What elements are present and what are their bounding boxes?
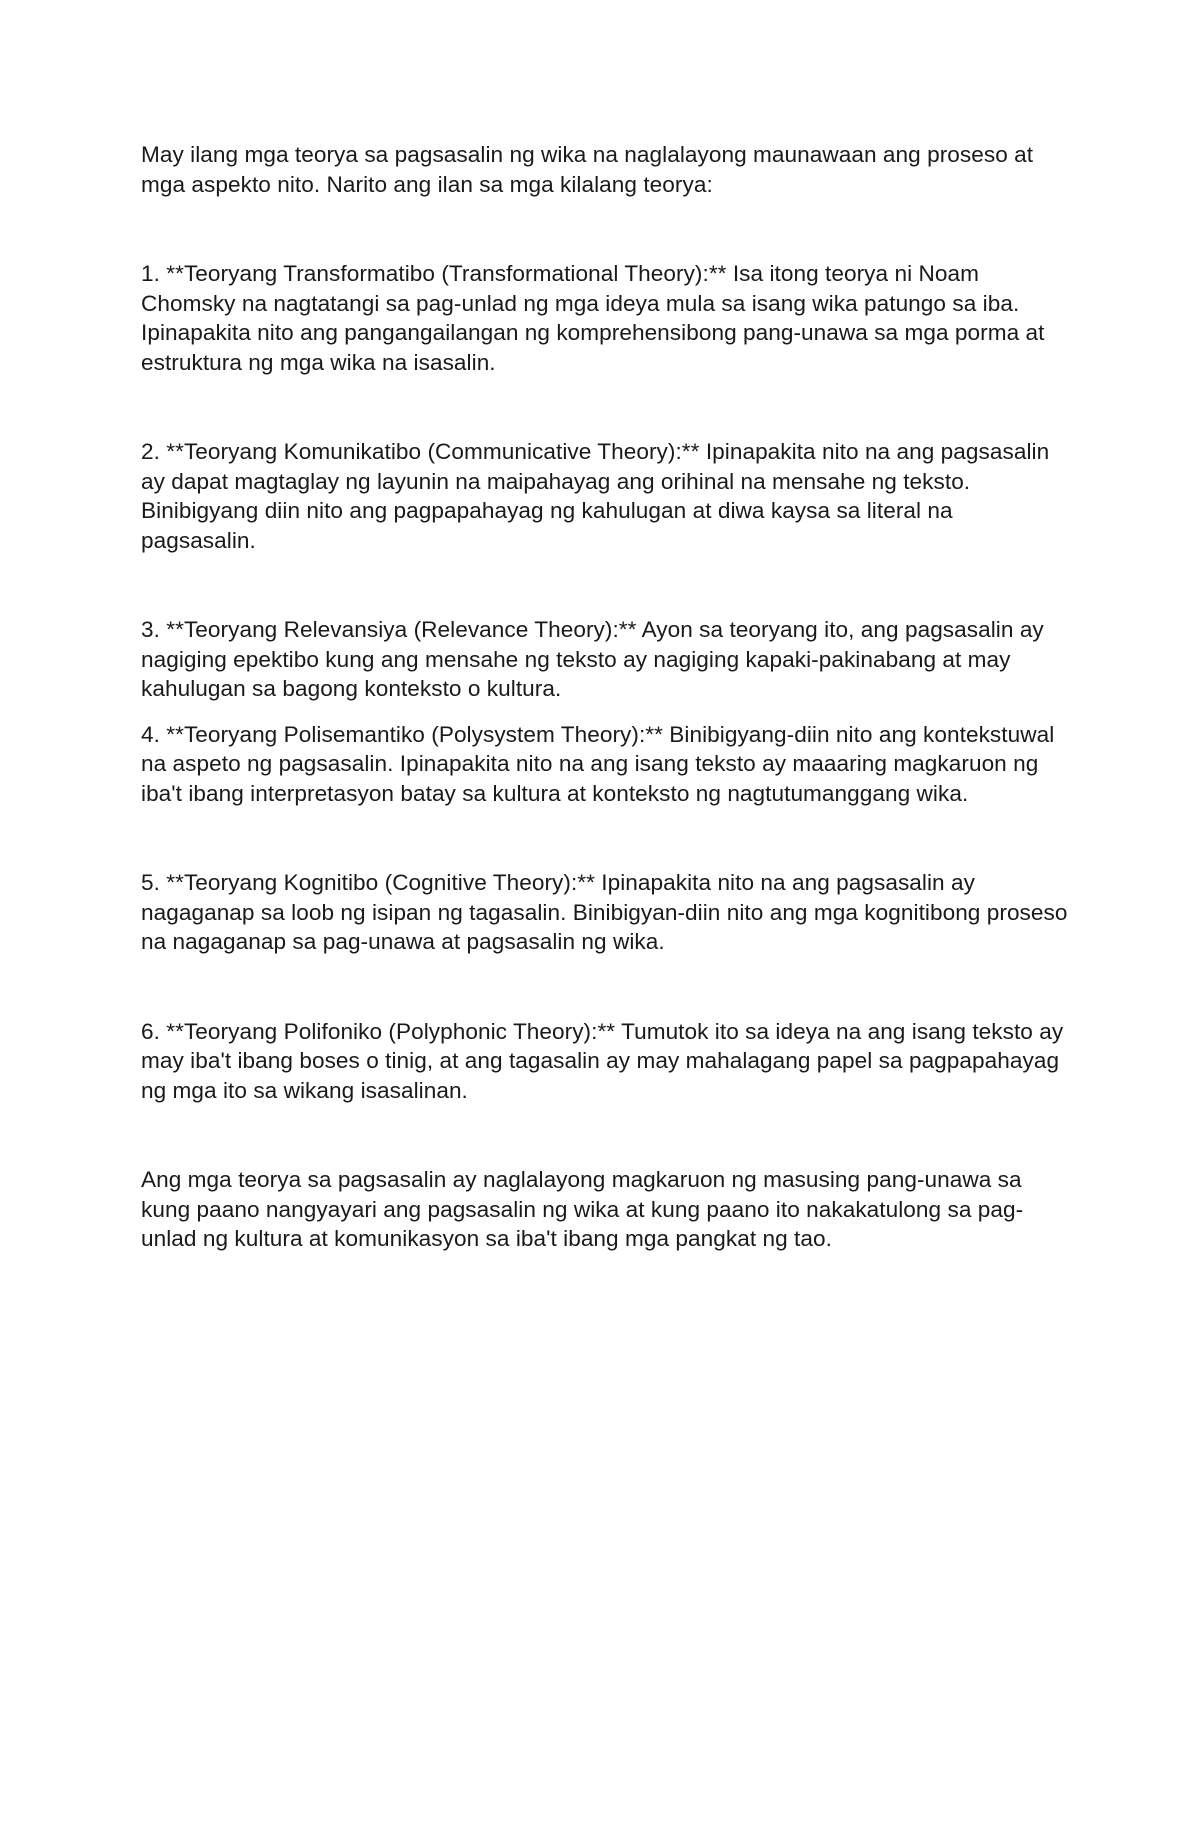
document-body bbox=[141, 140, 1071, 1254]
conclusion-paragraph: Ang mga teorya sa pagsasalin ay naglalayong magkaruon ng masusing pang-unawa sa kung paano nangyayari ang pagsasalin ng wika at kung paano ito nakakatulong sa pag-unlad ng kultura at komunikasyon sa iba't ibang mga pangkat ng tao. bbox=[141, 1167, 1024, 1251]
theory-item-communicative: 2. **Teoryang Komunikatibo (Communicative Theory):** Ipinapakita nito na ang pagsasalin ay dapat magtaglay ng layunin na maipahayag ang orihinal na mensahe ng teksto. Binibigyang diin nito ang pagpapahayag ng kahulugan at diwa kaysa sa literal na pagsasalin. bbox=[141, 439, 1050, 553]
theory-item-polyphonic: 6. **Teoryang Polifoniko (Polyphonic Theory):** Tumutok ito sa ideya na ang isang teksto ay may iba't ibang boses o tinig, at ang tagasalin ay may mahalagang papel sa pagpapahayag ng mga ito sa wikang isasalinan. bbox=[141, 1018, 1064, 1103]
theory-item-cognitive: 5. **Teoryang Kognitibo (Cognitive Theory):** Ipinapakita nito na ang pagsasalin ay nagaganap sa loob ng isipan ng tagasalin. Binibigyan-diin nito ang mga kognitibong proseso na nagaganap sa pag-unawa at pagsasalin ng wika. bbox=[141, 870, 1068, 954]
theory-item-polysystem: 4. **Teoryang Polisemantiko (Polysystem Theory):** Binibigyang-diin nito ang kontekstuwal na aspeto ng pagsasalin. Ipinapakita nito na ang isang teksto ay maaaring magkaruon ng iba't ibang interpretasyon batay sa kultura at konteksto ng nagtutumanggang wika. bbox=[141, 721, 1055, 806]
theory-item-relevance: 3. **Teoryang Relevansiya (Relevance Theory):** Ayon sa teoryang ito, ang pagsasalin ay nagiging epektibo kung ang mensahe ng teksto ay nagiging kapaki-pakinabang at may kahulugan sa bagong konteksto o kultura. bbox=[141, 617, 1044, 701]
theory-item-transformational: 1. **Teoryang Transformatibo (Transformational Theory):** Isa itong teorya ni Noam Chomsky na nagtatangi sa pag-unlad ng mga ideya mula sa isang wika patungo sa iba. Ipinapakita nito ang pangangailangan ng komprehensibong pang-unawa sa mga porma at estruktura ng mga wika na isasalin. bbox=[141, 261, 1045, 375]
intro-paragraph: May ilang mga teorya sa pagsasalin ng wika na naglalayong maunawaan ang proseso at mga aspekto nito. Narito ang ilan sa mga kilalang teorya: bbox=[141, 142, 1034, 197]
